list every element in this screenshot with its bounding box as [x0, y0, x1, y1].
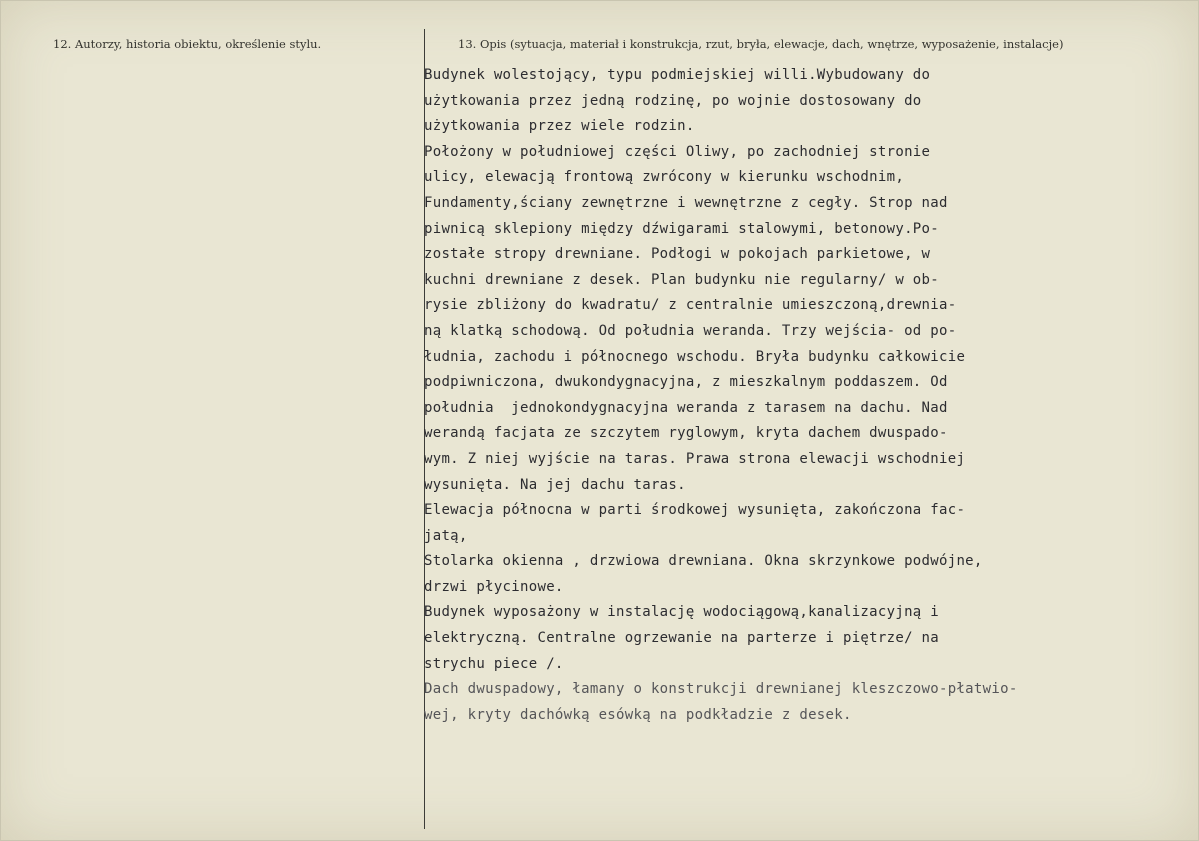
text-line: łudnia, zachodu i północnego wschodu. Bryła budynku całkowicie — [424, 348, 966, 365]
text-line: piwnicą sklepiony między dźwigarami stalowymi, betonowy.Po- — [424, 220, 939, 237]
text-line: Budynek wyposażony w instalację wodociągową,kanalizacyjną i — [424, 604, 939, 621]
text-line: użytkowania przez wiele rodzin. — [424, 118, 695, 135]
text-line: wym. Z niej wyjście na taras. Prawa strona elewacji wschodniej — [424, 450, 966, 467]
text-line: wej, kryty dachówką esówką na podkładzie z desek. — [424, 706, 852, 723]
text-line: wysunięta. Na jej dachu taras. — [424, 476, 686, 493]
text-line: Budynek wolestojący, typu podmiejskiej willi.Wybudowany do — [424, 67, 931, 83]
description-text — [424, 63, 1144, 728]
right-column-header: 13. Opis (sytuacja, materiał i konstrukcja, rzut, bryła, elewacje, dach, wnętrze, wyposażenie, instalacje) — [458, 37, 1064, 51]
left-column-header: 12. Autorzy, historia obiektu, określenie stylu. — [53, 37, 322, 51]
text-line: strychu piece /. — [424, 655, 564, 672]
text-line: Fundamenty,ściany zewnętrzne i wewnętrzne z cegły. Strop nad — [424, 194, 948, 211]
text-line: werandą facjata ze szczytem ryglowym, kryta dachem dwuspado- — [424, 425, 948, 442]
text-line: Dach dwuspadowy, łamany o konstrukcji drewnianej kleszczowo-płatwio- — [424, 681, 1018, 698]
text-line: użytkowania przez jedną rodzinę, po wojnie dostosowany do — [424, 92, 922, 109]
text-line: jatą, — [424, 527, 468, 544]
text-line: kuchni drewniane z desek. Plan budynku nie regularny/ w ob- — [424, 271, 939, 288]
text-line: ulicy, elewacją frontową zwrócony w kierunku wschodnim, — [424, 169, 905, 186]
text-line: rysie zbliżony do kwadratu/ z centralnie umieszczoną,drewnia- — [424, 297, 957, 314]
text-line: podpiwniczona, dwukondygnacyjna, z mieszkalnym poddaszem. Od — [424, 374, 948, 391]
text-line: Położony w południowej części Oliwy, po zachodniej stronie — [424, 143, 931, 160]
text-line: ną klatką schodową. Od południa weranda. Trzy wejścia- od po- — [424, 322, 957, 339]
text-line: Stolarka okienna , drzwiowa drewniana. Okna skrzynkowe podwójne, — [424, 553, 983, 570]
text-line: elektryczną. Centralne ogrzewanie na parterze i piętrze/ na — [424, 630, 939, 647]
text-line: drzwi płycinowe. — [424, 578, 564, 595]
text-line: południa jednokondygnacyjna weranda z tarasem na dachu. Nad — [424, 399, 948, 416]
text-line: Elewacja północna w parti środkowej wysunięta, zakończona fac- — [424, 502, 966, 519]
text-line: zostałe stropy drewniane. Podłogi w pokojach parkietowe, w — [424, 246, 931, 263]
